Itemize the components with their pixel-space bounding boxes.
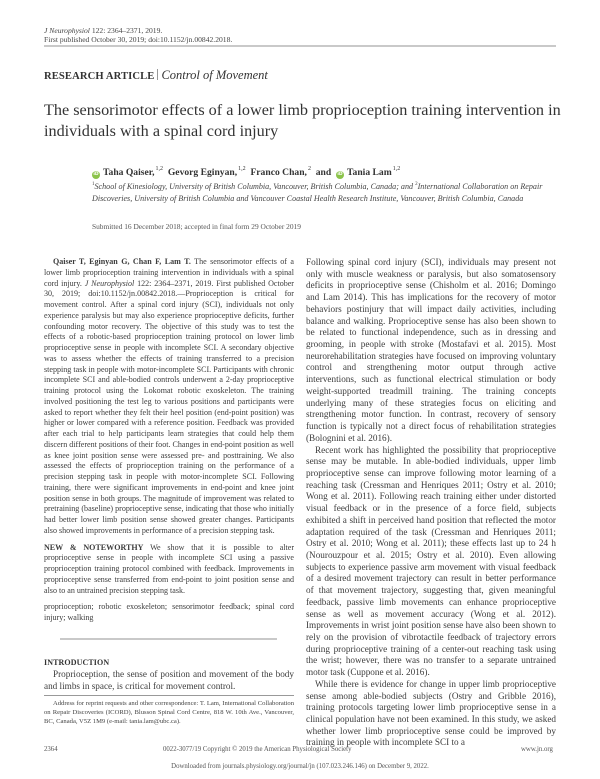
correspondence-footnote xyxy=(44,699,294,726)
introduction-heading: INTRODUCTION xyxy=(44,658,110,667)
download-notice: Downloaded from journals.physiology.org/journal/jn (107.023.246.146) on December 9, 2022. xyxy=(171,763,429,770)
correspondence-text: Address for reprint requests and other correspondence: T. Lam, International Collaboration on Repair Discoveries (ICORD), Blusson Spinal Cord Centre, 818 W. 10th Ave., Vancouver, BC, Canada, V5Z 1M9 (e-mail: tania.lam@ubc.ca). xyxy=(44,700,294,725)
keywords: proprioception; robotic exoskeleton; sensorimotor feedback; spinal cord injury; walking xyxy=(44,602,294,622)
affiliation-marker: 1 xyxy=(92,182,95,187)
article-type: RESEARCH ARTICLE xyxy=(44,71,155,82)
article-section-label xyxy=(44,68,268,83)
journal-url-link[interactable]: www.jn.org xyxy=(521,746,553,753)
body-paragraph: While there is evidence for change in upper limb proprioceptive sense among able-bodied subjects (Ostry and Gribble 2016), training protocols targeting lower limb proprioceptive sense in a clinical population have not been examined. In this study, we asked whether lower limb proprioceptive sense could be improved by training in people with incomplete SCI to a xyxy=(306,678,556,748)
introduction-continued-column xyxy=(306,257,556,749)
new-noteworthy xyxy=(44,543,294,597)
introduction-paragraph: Proprioception, the sense of position and movement of the body and limbs in space, is critical for movement control. xyxy=(44,669,294,691)
author-affiliation-marker: 1,2 xyxy=(155,166,164,172)
submission-dates: Submitted 16 December 2018; accepted in final form 29 October 2019 xyxy=(92,222,301,231)
abstract-citation-authors: Qaiser T, Eginyan G, Chan F, Lam T. xyxy=(53,257,191,266)
copyright-notice: 0022-3077/19 Copyright © 2019 the American Physiological Society xyxy=(163,746,352,753)
body-paragraph: Following spinal cord injury (SCI), individuals may present not only with muscle weakness or paralysis, but also somatosensory deficits in proprioceptive sense (Chisholm et al. 2016; Domingo and Lam 2014). This has implications for the recovery of motor behaviors postinjury that will impact daily activities, including balance and walking. Proprioceptive sense has also been shown to be related to functional independence, such as in dressing and grooming, in people with stroke (Mostafavi et al. 2015). Most neurorehabilitation strategies have focused on improving voluntary control and strengthening motor output through active interventions, such as functional electrical stimulation or body weight-supported treadmill training. The training concepts underlying many of these strategies focus on eliciting and strengthening motor function. In contrast, recovery of sensory function is typically not a direct focus of rehabilitation strategies (Bolognini et al. 2016). xyxy=(306,257,556,443)
author-conjunction: and xyxy=(315,167,332,178)
header-divider xyxy=(44,45,556,47)
first-published-line: First published October 30, 2019; doi:10.1152/jn.00842.2018. xyxy=(44,35,233,45)
author-affiliation-marker: 1,2 xyxy=(238,166,246,172)
author-name[interactable]: Gevorg Eginyan, xyxy=(167,167,238,178)
author-list xyxy=(92,166,400,179)
affiliations xyxy=(92,179,552,205)
section-separator xyxy=(157,69,158,80)
journal-name: J Neurophysiol xyxy=(44,26,90,35)
author-affiliation-marker: 1,2 xyxy=(392,166,401,172)
author-name[interactable]: Taha Qaiser, xyxy=(103,167,155,178)
author-name[interactable]: Franco Chan, xyxy=(250,167,307,178)
article-title: The sensorimotor effects of a lower limb proprioception training intervention in individuals with a spinal cord injury xyxy=(44,101,561,140)
orcid-icon[interactable]: iD xyxy=(337,172,343,177)
author-name[interactable]: Tania Lam xyxy=(347,167,392,178)
abstract-divider xyxy=(60,638,277,640)
introduction-text xyxy=(44,669,294,693)
body-paragraph: Recent work has highlighted the possibility that proprioceptive sense may be mutable. In able-bodied individuals, upper limb proprioceptive sense can improve following motor learning of a reaching task (Cressman and Henriques 2011; Ostry et al. 2010; Wong et al. 2011). Following reach training either under distorted visual feedback or in the presence of a force field, subjects exhibited a shift in perceived hand position that reflected the motor adaptation required of the task (Cressman and Henriques 2011; Ostry et al. 2010; Wong et al. 2011); these effects last up to 24 h (Nourouzpour et al. 2015; Ostry et al. 2010). Even allowing subjects to experience passive arm movement with visual feedback of a desired movement trajectory can result in better performance of that movement trajectory, suggesting that, given meaningful feedback, passive limb movements can enhance proprioceptive sense as well as movement accuracy (Wong et al. 2012). Improvements in wrist joint position sense have also been shown to rely on the provision of vibrotactile feedback of trajectory errors during proprioceptive training of a center-out reaching task using the wrist; however, there was no transfer to a separate untrained motor task (Cuppone et al. 2016). xyxy=(306,444,556,678)
affiliation-1: School of Kinesiology, University of British Columbia, Vancouver, British Columbia, Canada; and xyxy=(94,182,416,191)
author-affiliation-marker: 2 xyxy=(307,166,311,172)
new-noteworthy-label: NEW & NOTEWORTHY xyxy=(44,542,144,552)
abstract-journal: J Neurophysiol xyxy=(84,278,135,288)
abstract-column xyxy=(44,257,294,624)
page-number: 2364 xyxy=(44,746,58,753)
orcid-icon[interactable]: iD xyxy=(93,172,99,177)
footnote-divider xyxy=(44,695,294,696)
journal-volume-pages: 122: 2364–2371, 2019. xyxy=(91,26,163,35)
abstract-body: 122: 2364–2371, 2019. First published October 30, 2019; doi:10.1152/jn.00842.2018.—Proprioception is critical for movement control. After a spinal cord injury (SCI), individuals not only experience paralysis but may also experience proprioceptive deficits, further confounding motor recovery. The objective of this study was to test the effects of a robotic-based proprioception training protocol on lower limb proprioceptive sense in people with incomplete SCI. A secondary objective was to assess whether the effects of training transferred to a precision stepping task in people with motor-incomplete SCI. Participants with chronic incomplete SCI and able-bodied controls underwent a 2-day proprioceptive training protocol using the Lokomat robotic exoskeleton. The training involved positioning the test leg to various positions and participants were asked to report whether they felt their heel position (end-point position) was higher or lower compared with a reference position. Feedback was provided after each trial to help participants learn strategies that could help them discern different positions of their foot. Changes in end-point position as well as knee joint position sense were assessed pre- and posttraining. We also assessed the effects of proprioception training on the performance of a precision stepping task in people with motor-incomplete SCI. Following training, there were significant improvements in end-point and knee joint position sense in both groups. The magnitude of improvement was related to pretraining (baseline) proprioceptive sense, indicating that those who initially had better lower limb position sense showed greater changes. Participants also showed improvements in performance of a precision stepping task. xyxy=(44,278,294,535)
abstract xyxy=(44,257,294,537)
affiliation-2: International Collaboration on Repair Discoveries, University of British Columbia and Vancouver Coastal Health Research Institute, Vancouver, British Columbia, Canada xyxy=(92,182,543,204)
journal-citation xyxy=(44,26,232,45)
new-noteworthy-text: We show that it is possible to alter proprioceptive sense in people with incomplete SCI using a passive proprioception training protocol combined with feedback. Improvements in proprioceptive sense transferred from end-point to joint position sense and also to an untrained precision stepping task. xyxy=(44,542,294,595)
article-subject: Control of Movement xyxy=(161,68,268,82)
affiliation-marker: 2 xyxy=(415,182,418,187)
abstract-title-ref: The sensorimotor effects of a lower limb proprioception training intervention in individuals with a spinal cord injury. xyxy=(44,257,294,288)
